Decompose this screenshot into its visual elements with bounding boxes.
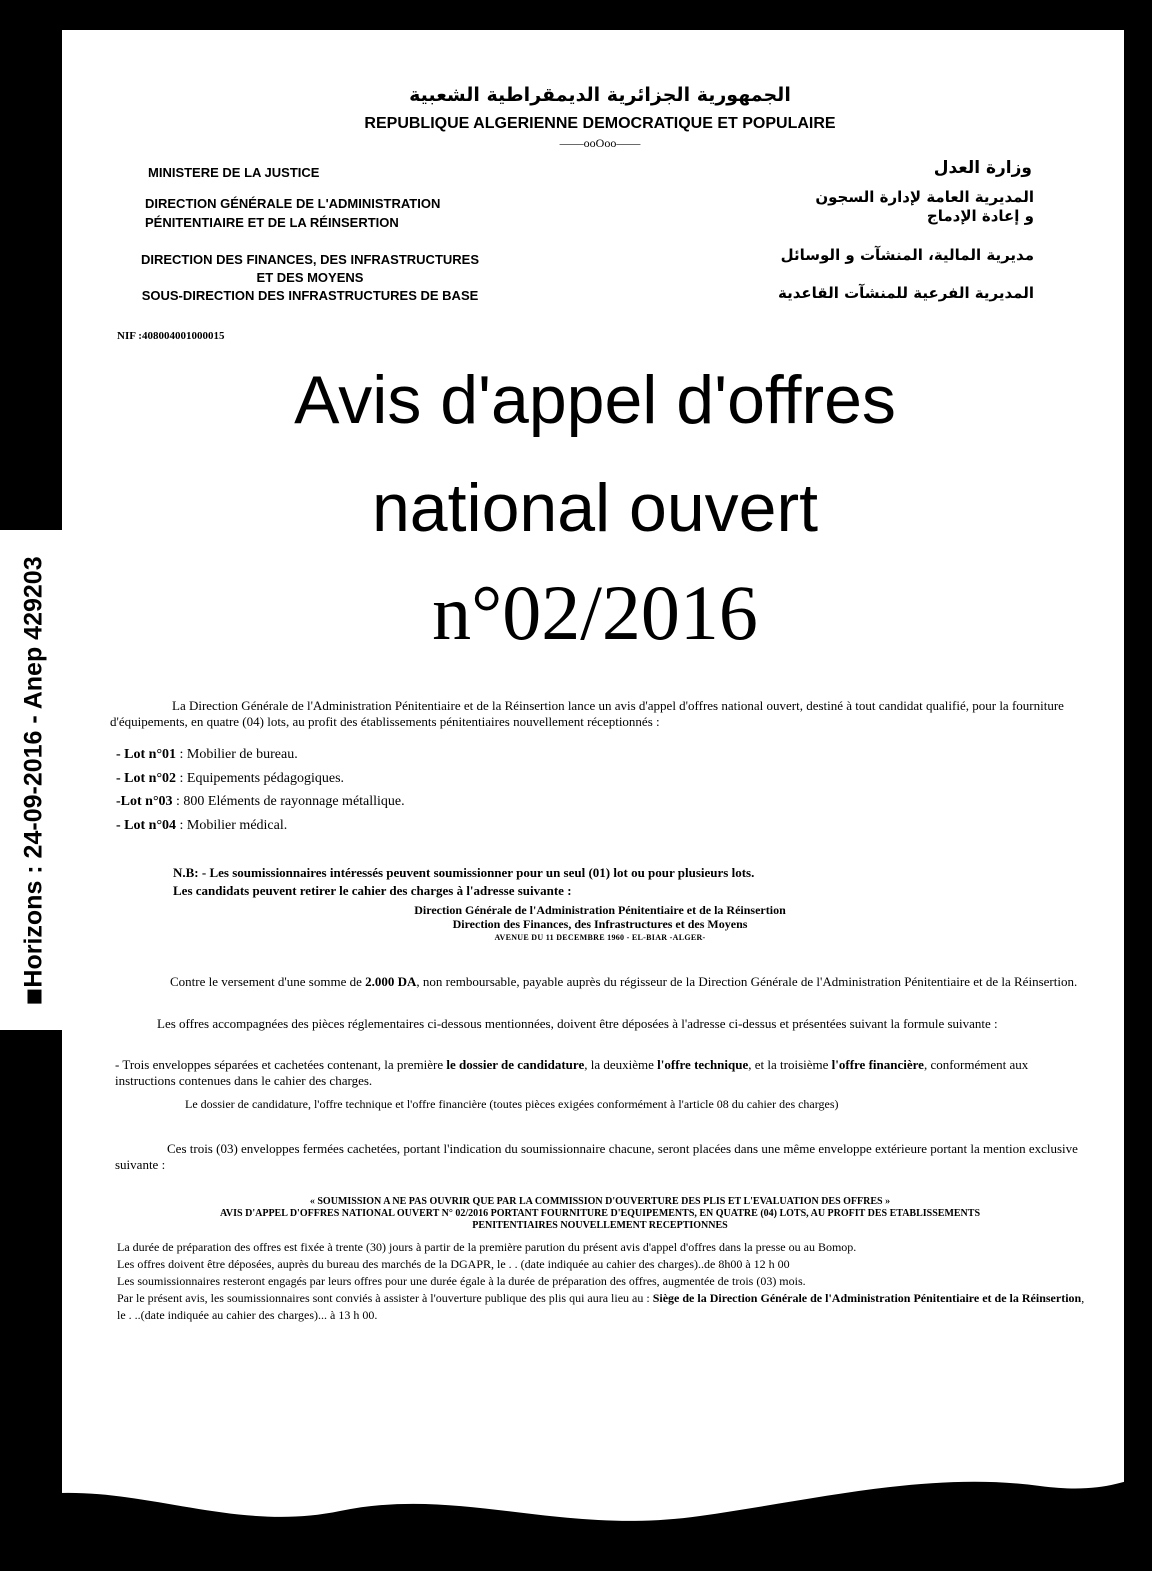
- lot-label: - Lot n°01: [116, 747, 177, 762]
- outer-envelope-paragraph: Ces trois (03) enveloppes fermées cachetées, portant l'indication du soumissionnaire chacune, seront placées dans une même enveloppe extérieure portant la mention exclusive suivante :: [115, 1141, 1078, 1172]
- address-line3: AVENUE DU 11 DECEMBRE 1960 - EL-BIAR -ALGER-: [494, 933, 706, 942]
- list-item: [116, 767, 405, 791]
- top-border: [0, 0, 1152, 30]
- republic-name-arabic: الجمهورية الجزائرية الديمقراطية الشعبية: [409, 84, 791, 106]
- envelopes-text-c: , la deuxième: [584, 1057, 658, 1072]
- envelopes-text-g: , conformément aux instructions contenues dans le cahier des charges.: [115, 1057, 1029, 1088]
- nb-line: N.B: - Les soumissionnaires intéressés peuvent soumissionner pour un seul (01) lot ou pour plusieurs lots.: [173, 865, 755, 880]
- payment-text-a: Contre le versement d'une somme de: [170, 974, 366, 989]
- general-directorate-arabic-line2: و إعادة الإدماج: [926, 207, 1034, 225]
- finance-directorate-line2: ET DES MOYENS: [256, 270, 364, 285]
- right-border: [1124, 0, 1152, 1571]
- general-directorate-line2: PÉNITENTIAIRE ET DE LA RÉINSERTION: [145, 215, 399, 230]
- opening-place: Siège de la Direction Générale de l'Administration Pénitentiaire et de la Réinsertion: [652, 1291, 1082, 1305]
- general-directorate: [145, 194, 440, 232]
- deposit-line: Les offres doivent être déposées, auprès du bureau des marchés de la DGAPR, le . . (date indiquée au cahier des charges)..de 8h00 à 12 h 00: [117, 1257, 790, 1271]
- nb-note: [173, 864, 754, 900]
- lot-description: : Mobilier médical.: [176, 817, 288, 833]
- lots-list: [116, 743, 405, 837]
- envelopes-text-e: , et la troisième: [748, 1057, 832, 1072]
- envelopes-technique: l'offre technique: [657, 1057, 749, 1072]
- lot-description: : 800 Eléments de rayonnage métallique.: [172, 794, 405, 809]
- address-line2: Direction des Finances, des Infrastructures et des Moyens: [452, 917, 748, 931]
- mention-line2: AVIS D'APPEL D'OFFRES NATIONAL OUVERT N° 02/2016 PORTANT FOURNITURE D'EQUIPEMENTS, EN QUATRE (04) LOTS, AU PROFIT DES ETABLISSEMENTS: [220, 1208, 980, 1219]
- list-item: [116, 814, 405, 838]
- payment-paragraph: [117, 974, 1081, 990]
- commitment-line: Les soumissionnaires resteront engagés par leurs offres pour une durée égale à la durée de préparation des offres, augmentée de trois (03) mois.: [117, 1274, 806, 1288]
- nif-number: NIF :408004001000015: [117, 330, 225, 342]
- general-directorate-line1: DIRECTION GÉNÉRALE DE L'ADMINISTRATION: [145, 196, 441, 211]
- lot-label: -Lot n°03: [116, 794, 173, 809]
- dossier-paragraph: Le dossier de candidature, l'offre technique et l'offre financière (toutes pièces exigées conformément à l'article 08 du cahier des charges): [185, 1097, 839, 1111]
- left-border-top: [0, 0, 62, 530]
- offers-paragraph: Les offres accompagnées des pièces réglementaires ci-dessous mentionnées, doivent être déposées à l'adresse ci-dessus et présentées suivant la formule suivante :: [157, 1016, 998, 1031]
- header-ornament: ——ooOoo——: [559, 136, 641, 150]
- lot-label: - Lot n°04: [116, 817, 177, 833]
- envelopes-text-a: - Trois enveloppes séparées et cachetées contenant, la première: [115, 1057, 447, 1072]
- envelope-mention: [110, 1196, 1090, 1232]
- torn-page-edge: [0, 1441, 1152, 1571]
- envelopes-candidature: le dossier de candidature: [446, 1057, 585, 1072]
- sub-directorate-arabic: المديرية الفرعية للمنشآت القاعدية: [778, 284, 1034, 302]
- finance-directorate-arabic: مديرية المالية، المنشآت و الوسائل: [780, 246, 1034, 264]
- opening-line: [117, 1290, 1087, 1324]
- retirer-line: Les candidats peuvent retirer le cahier des charges à l'adresse suivante :: [173, 883, 572, 898]
- ministry-name-arabic: وزارة العدل: [933, 158, 1032, 178]
- title-line2: national ouvert: [371, 470, 819, 546]
- republic-name-french: REPUBLIQUE ALGERIENNE DEMOCRATIQUE ET POPULAIRE: [364, 115, 836, 132]
- intro-paragraph: La Direction Générale de l'Administration Pénitentiaire et de la Réinsertion lance un avis d'appel d'offres national ouvert, destiné à tout candidat qualifié, pour la fourniture d'équipements, en quatre (04) lots, au profit des établissements pénitentiaires nouvellement réceptionnés :: [110, 698, 1064, 729]
- lot-description: : Mobilier de bureau.: [176, 747, 298, 762]
- opening-text-c: , le . ..(date indiquée au cahier des charges)... à 13 h 00.: [117, 1291, 1085, 1322]
- final-paragraphs: [117, 1239, 1087, 1324]
- ministry-name: MINISTERE DE LA JUSTICE: [148, 165, 320, 180]
- mention-line1: « SOUMISSION A NE PAS OUVRIR QUE PAR LA COMMISSION D'OUVERTURE DES PLIS ET L'EVALUATION DES OFFRES »: [309, 1196, 891, 1207]
- address-line1: Direction Générale de l'Administration Pénitentiaire et de la Réinsertion: [414, 903, 786, 917]
- opening-text-a: Par le présent avis, les soumissionnaires sont conviés à assister à l'ouverture publique des plis qui aura lieu au :: [117, 1291, 653, 1305]
- title-line1: Avis d'appel d'offres: [294, 362, 896, 438]
- general-directorate-arabic: [714, 188, 1034, 226]
- lot-label: - Lot n°02: [116, 770, 177, 786]
- address-block: [200, 903, 1000, 945]
- envelopes-financiere: l'offre financière: [831, 1057, 924, 1072]
- finance-directorate-line1: DIRECTION DES FINANCES, DES INFRASTRUCTURES: [140, 252, 480, 267]
- duration-line: La durée de préparation des offres est fixée à trente (30) jours à partir de la première parution du présent avis d'appel d'offres dans la presse ou au Bomop.: [117, 1240, 857, 1254]
- payment-text-b: , non remboursable, payable auprès du régisseur de la Direction Générale de l'Administration Pénitentiaire et de la Réinsertion.: [416, 974, 1078, 989]
- square-bullet-icon: [28, 990, 42, 1004]
- lot-description: : Equipements pédagogiques.: [176, 770, 345, 786]
- mention-line3: PENITENTIAIRES NOUVELLEMENT RECEPTIONNES: [472, 1220, 728, 1231]
- general-directorate-arabic-line1: المديرية العامة لإدارة السجون: [815, 188, 1034, 206]
- list-item: [116, 790, 405, 814]
- sub-directorate: SOUS-DIRECTION DES INFRASTRUCTURES DE BASE: [141, 288, 479, 303]
- list-item: [116, 743, 405, 767]
- payment-amount: 2.000 DA: [365, 974, 417, 989]
- side-caption-text: Horizons : 24-09-2016 - Anep 429203: [19, 556, 48, 988]
- finance-directorate: [110, 251, 510, 305]
- title-number: n°02/2016: [432, 569, 758, 656]
- envelopes-paragraph: [115, 1057, 1085, 1089]
- side-caption: [14, 545, 54, 1015]
